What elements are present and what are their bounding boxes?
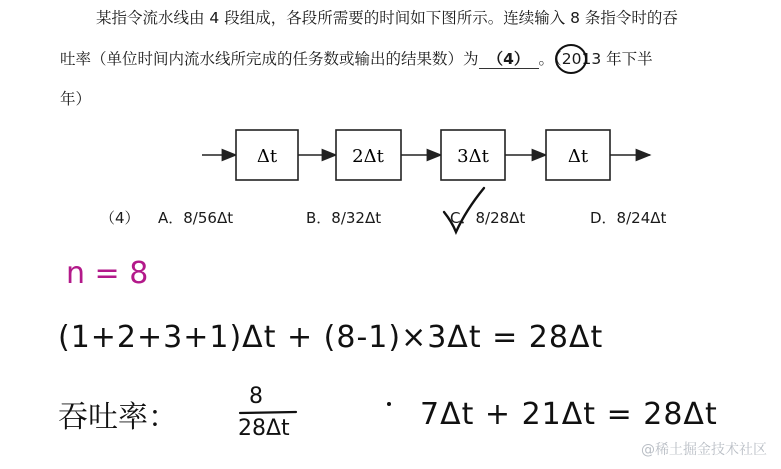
fraction-bar (240, 412, 296, 413)
handwritten-numerator: 8 (249, 384, 263, 409)
question-line-2-prefix: 吐率（单位时间内流水线所完成的任务数或输出的结果数）为 (60, 50, 479, 68)
pipeline-stage-4-label: Δt (567, 146, 589, 167)
ink-dot (387, 402, 391, 406)
option-b: B．8/32Δt (306, 209, 382, 227)
handwritten-denominator: 28Δt (238, 416, 290, 441)
handwritten-n: n = 8 (66, 256, 149, 291)
handwritten-equation: (1+2+3+1)Δt + (8-1)×3Δt = 28Δt (58, 320, 604, 355)
question-line-3: 年） (60, 90, 92, 108)
answer-circle-mark (556, 45, 586, 73)
pipeline-stage-2-label: 2Δt (352, 146, 384, 167)
option-number: （4） (100, 209, 140, 227)
option-d: D．8/24Δt (590, 209, 667, 227)
option-a: A．8/56Δt (158, 209, 234, 227)
option-c: C．8/28Δt (450, 209, 526, 227)
pipeline-stage-1-label: Δt (256, 146, 278, 167)
question-line-1: 某指令流水线由 4 段组成，各段所需要的时间如下图所示。连续输入 8 条指令时的吞 (96, 9, 678, 27)
watermark: @稀土掘金技术社区 (641, 442, 767, 458)
question-line-2-suffix: 。（2013 年下半 (538, 50, 653, 68)
handwritten-sum: 7Δt + 21Δt = 28Δt (420, 397, 718, 432)
pipeline-stage-3-label: 3Δt (457, 146, 489, 167)
answer-blank: （4） (479, 50, 539, 69)
handwritten-throughput-label: 吞吐率： (58, 400, 178, 435)
